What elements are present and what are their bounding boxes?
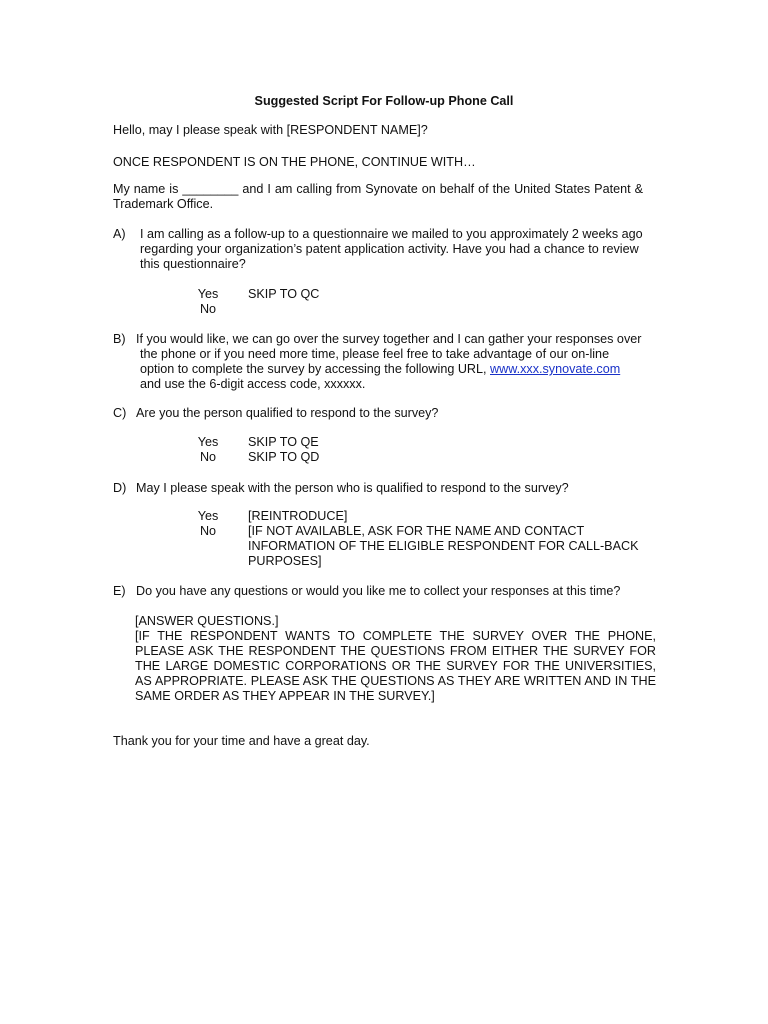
section-c-text: Are you the person qualified to respond to the survey? xyxy=(136,406,439,420)
section-e-label: E) xyxy=(113,584,126,598)
section-d-no: No xyxy=(199,524,217,538)
section-d xyxy=(113,481,643,496)
survey-url-link[interactable]: www.xxx.synovate.com xyxy=(490,362,621,376)
greeting-text: Hello, may I please speak with [RESPONDENT NAME]? xyxy=(113,123,428,137)
section-b-text-before: If you would like, we can go over the survey together and I can gather your responses over the phone or if you need more time, please feel free to take advantage of our on-line option to complete the survey by accessing the following URL, xyxy=(136,332,642,376)
section-c-yes: Yes xyxy=(197,435,219,449)
document-title: Suggested Script For Follow-up Phone Call xyxy=(254,94,514,108)
section-b-paragraph xyxy=(113,332,643,392)
phone-survey-instructions: [IF THE RESPONDENT WANTS TO COMPLETE THE SURVEY OVER THE PHONE, PLEASE ASK THE RESPONDENT THE QUESTIONS FROM EITHER THE SURVEY FOR THE LARGE DOMESTIC CORPORATIONS OR THE SURVEY FOR THE UNIVERSITIES, AS APPROPRIATE. PLEASE ASK THE QUESTIONS AS THEY ARE WRITTEN AND IN THE SAME ORDER AS THEY APPEAR IN THE SURVEY.] xyxy=(135,629,656,703)
section-b-label: B) xyxy=(113,332,126,346)
intro-line-1: My name is ________ and I am calling from Synovate on behalf of the United States Patent & xyxy=(113,182,643,196)
section-b-text-after: and use the 6-digit access code, xxxxxx. xyxy=(140,377,366,391)
section-b xyxy=(113,332,643,392)
closing-text: Thank you for your time and have a great day. xyxy=(113,734,370,748)
section-c-label: C) xyxy=(113,406,127,420)
section-a-yes: Yes xyxy=(197,287,219,301)
section-d-yes: Yes xyxy=(197,509,219,523)
section-d-text: May I please speak with the person who is qualified to respond to the survey? xyxy=(136,481,569,495)
section-c-yes-action: SKIP TO QE xyxy=(248,435,319,449)
section-a-label: A) xyxy=(113,227,126,241)
section-d-yes-action: [REINTRODUCE] xyxy=(248,509,348,523)
answer-questions-note: [ANSWER QUESTIONS.] xyxy=(135,614,279,628)
section-a-yes-action: SKIP TO QC xyxy=(248,287,320,301)
section-a-question xyxy=(113,227,643,272)
section-c-no-action: SKIP TO QD xyxy=(248,450,320,464)
section-e-text: Do you have any questions or would you like me to collect your responses at this time? xyxy=(136,584,621,598)
section-a-no: No xyxy=(199,302,217,316)
section-d-label: D) xyxy=(113,481,127,495)
section-c-no: No xyxy=(199,450,217,464)
continue-instruction: ONCE RESPONDENT IS ON THE PHONE, CONTINUE WITH… xyxy=(113,155,476,169)
intro-line-2: Trademark Office. xyxy=(113,197,214,211)
section-d-no-action: [IF NOT AVAILABLE, ASK FOR THE NAME AND CONTACT INFORMATION OF THE ELIGIBLE RESPONDENT FOR CALL-BACK PURPOSES] xyxy=(248,524,639,568)
intro-paragraph xyxy=(113,182,643,212)
section-a-text: I am calling as a follow-up to a questionnaire we mailed to you approximately 2 weeks ago regarding your organization’s patent application activity. Have you had a chance to review this questionnaire? xyxy=(140,227,643,271)
section-c xyxy=(113,406,643,421)
section-a xyxy=(113,227,643,272)
section-e xyxy=(113,584,643,599)
